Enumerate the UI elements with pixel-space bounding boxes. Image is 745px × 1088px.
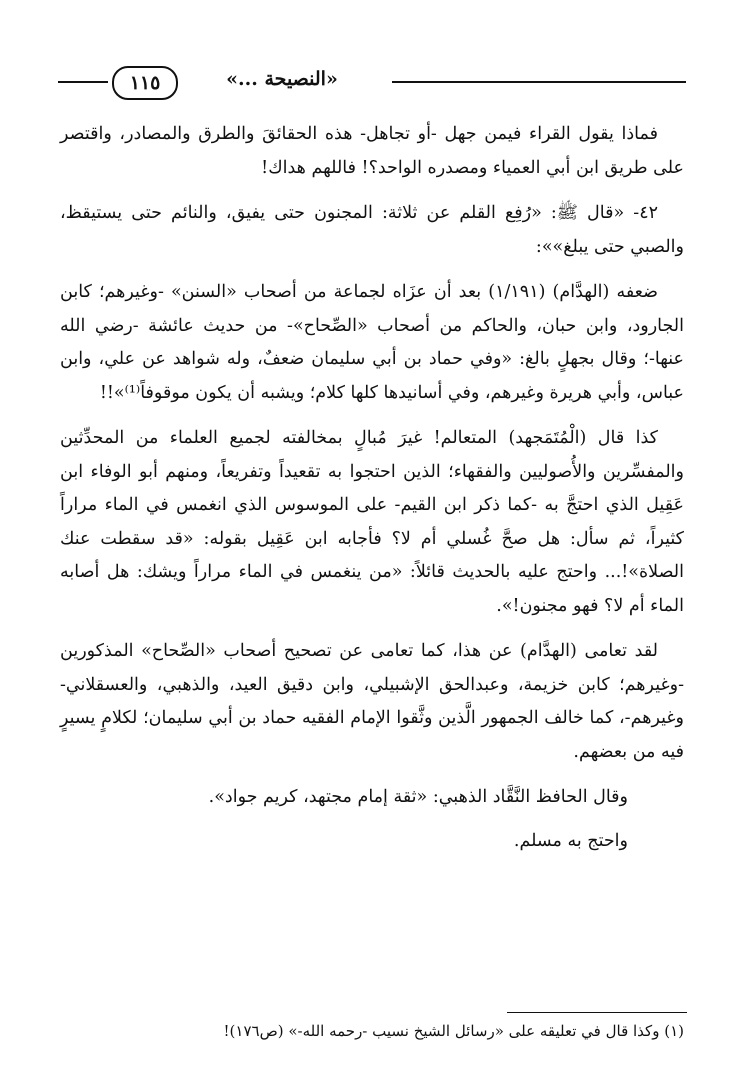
quote-line: وقال الحافظ النَّقَّاد الذهبي: «ثقة إمام مجتهد، كريم جواد». xyxy=(208,787,628,807)
hadith-paragraph: ٤٢- «قال ﷺ: «رُفِع القلم عن ثلاثة: المجنون حتى يفيق، والنائم حتى يستيقظ، والصبي حتى يبلغ»»: xyxy=(60,203,684,257)
page-number-badge: ١١٥ xyxy=(112,66,178,100)
page-header xyxy=(58,66,686,102)
header-rule-left xyxy=(58,81,108,83)
quote-line: واحتج به مسلم. xyxy=(513,830,628,851)
footnote-separator xyxy=(507,1012,687,1013)
paragraph: كذا قال (الْمُتَمَجهد) المتعالم! غيرَ مُبالٍ بمخالفته لجميع العلماء من المحدِّثين والمفسِّرين والأُصوليين والفقهاء؛ الذين احتجوا به تقعيداً وتفريعاً، ومنهم أبو الوفاء ابن عَقِيل الذي احتجَّ به -كما ذكر ابن القيم- على الموسوس الذي انغمس في الماء مراراً كثيراً، ثم سأل: هل صحَّ غُسلي أم لا؟ فأجابه ابن عَقِيل بقوله: «قد سقطت عنك الصلاة»!... واحتج عليه بالحديث قائلاً: «من ينغمس في الماء مراراً ويشك: هل أصابه الماء أم لا؟ فهو مجنون!». xyxy=(60,428,684,616)
paragraph: ضعفه (الهدَّام) (١/١٩١) بعد أن عزَاه لجماعة من أصحاب «السنن» -وغيرهم؛ كابن الجارود، وابن حبان، والحاكم من أصحاب «الصِّحاح»- من حديث عائشة -رضي الله عنها-؛ وقال بجهلٍ بالغ: «وفي حماد بن أبي سليمان ضعفٌ، وله شواهد عن علي، وابن عباس، وأبي هريرة وغيرهم، وفي أسانيدها كلها كلام؛ ويشبه أن يكون موقوفاً⁽¹⁾»!! xyxy=(60,282,684,403)
paragraph: لقد تعامى (الهدَّام) عن هذا، كما تعامى عن تصحيح أصحاب «الصِّحاح» المذكورين -وغيرهم؛ كابن خزيمة، وعبدالحق الإشبيلي، وابن دقيق العيد، والذهبي، والعسقلاني-وغيرهم-، كما خالف الجمهور الَّذين وثَّقوا الإمام الفقيه حماد بن أبي سليمان؛ لكلامٍ يسيرٍ فيه من بعضهم. xyxy=(60,641,684,762)
footnote: (١) وكذا قال في تعليقه على «رسائل الشيخ نسيب -رحمه الله-» (ص١٧٦)! xyxy=(223,1022,684,1040)
main-text xyxy=(60,118,684,868)
paragraph: فماذا يقول القراء فيمن جهل -أو تجاهل- هذه الحقائقَ والطرق والمصادر، واقتصر على طريق ابن أبي العمياء ومصدره الواحد؟! فاللهم هداك! xyxy=(60,124,684,178)
running-title: «النصيحة ...» xyxy=(226,68,338,90)
header-rule-right xyxy=(392,81,686,83)
